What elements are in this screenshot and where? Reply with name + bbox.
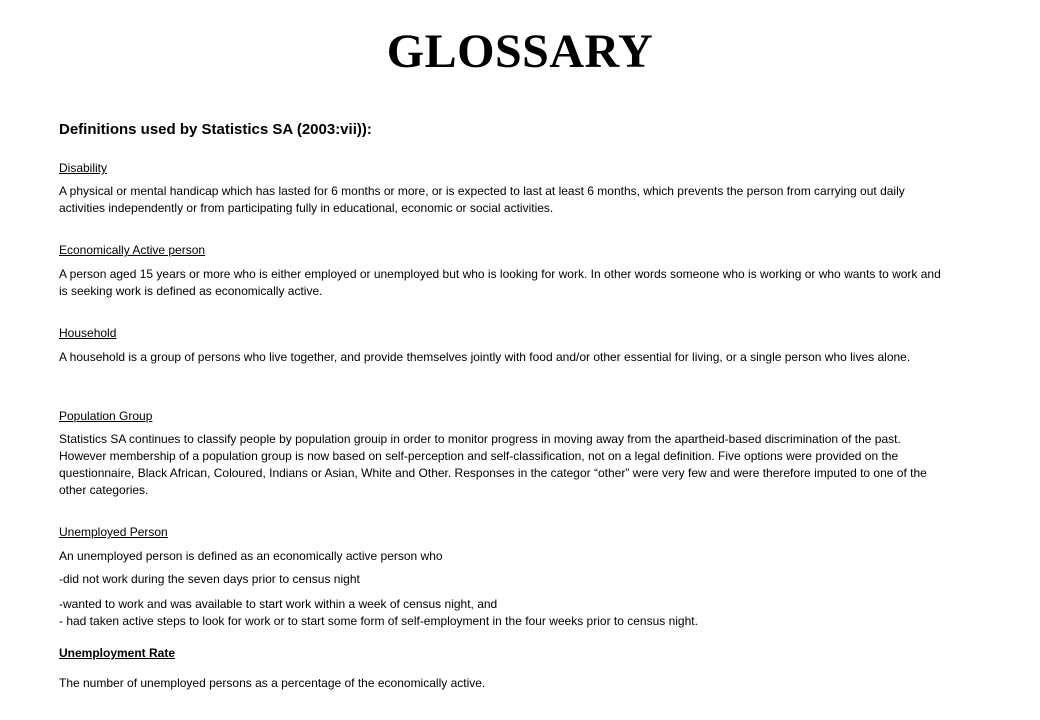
- term-population-group: Population Group: [59, 409, 153, 423]
- definition-population-group: Statistics SA continues to classify people by population grouip in order to monitor progress in moving away from the apartheid-based discrimination of the past. However membership of a population group is now based on self-perception and self-classification, not on a legal definition. Five options were provided on the questionnaire, Black African, Coloured, Indians or Asian, White and Other. Responses in the categor “other” were very few and were therefore imputed to one of the other categories.: [59, 432, 927, 497]
- term-economically-active-person: Economically Active person: [59, 243, 206, 257]
- term-unemployment-rate: Unemployment Rate: [59, 646, 176, 660]
- term-household: Household: [59, 326, 117, 340]
- definition-disability: A physical or mental handicap which has lasted for 6 months or more, or is expected to last at least 6 months, which prevents the person from carrying out daily activities independently or from participating fully in educational, economic or social activities.: [59, 184, 905, 215]
- term-disability: Disability: [59, 161, 108, 175]
- definition-unemployed-person-line-1: An unemployed person is defined as an economically active person who: [59, 549, 443, 563]
- page-title: GLOSSARY: [386, 25, 654, 78]
- definition-unemployment-rate: The number of unemployed persons as a percentage of the economically active.: [59, 676, 486, 690]
- definition-economically-active-person: A person aged 15 years or more who is either employed or unemployed but who is looking for work. In other words someone who is working or who wants to work and is seeking work is defined as economically active.: [59, 267, 941, 298]
- definition-household: A household is a group of persons who live together, and provide themselves jointly with food and/or other essential for living, or a single person who lives alone.: [59, 350, 911, 364]
- definition-unemployed-person-line-2: -did not work during the seven days prior to census night: [59, 572, 360, 586]
- definition-unemployed-person-line-4: - had taken active steps to look for work or to start some form of self-employment in the four weeks prior to census night.: [59, 614, 698, 628]
- definitions-subtitle: Definitions used by Statistics SA (2003:vii)):: [59, 121, 372, 138]
- definition-unemployed-person-line-3: -wanted to work and was available to start work within a week of census night, and: [59, 597, 498, 611]
- term-unemployed-person: Unemployed Person: [59, 525, 168, 539]
